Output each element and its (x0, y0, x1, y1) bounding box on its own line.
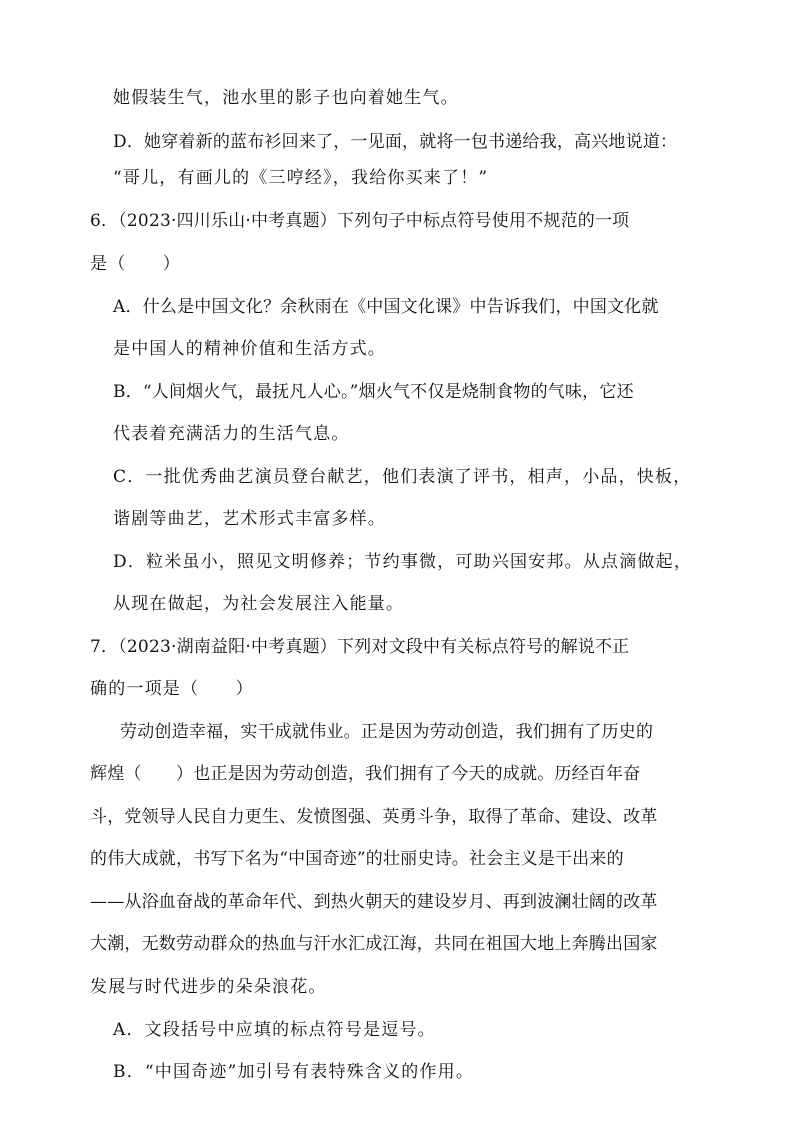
question-6-stem: 6．（2023·四川乐山·中考真题）下列句子中标点符号使用不规范的一项 (90, 211, 630, 231)
passage-line: ——从浴血奋战的革命年代、到热火朝天的建设岁月、再到波澜壮阔的改革 (90, 892, 658, 912)
question-7-stem: 7．（2023·湖南益阳·中考真题）下列对文段中有关标点符号的解说不正 (90, 637, 630, 657)
q6-option-b: B．“人间烟火气，最抚凡人心。”烟火气不仅是烧制食物的气味，它还 (113, 382, 634, 402)
q7-option-a: A．文段括号中应填的标点符号是逗号。 (113, 1020, 436, 1040)
q6-option-a-continuation: 是中国人的精神价值和生活方式。 (113, 339, 386, 359)
q6-option-d-continuation: 从现在做起，为社会发展注入能量。 (113, 594, 405, 614)
q6-option-a: A．什么是中国文化？余秋雨在《中国文化课》中告诉我们，中国文化就 (113, 297, 659, 317)
passage-line: 发展与时代进步的朵朵浪花。 (90, 977, 327, 997)
q6-option-c: C．一批优秀曲艺演员登台献艺，他们表演了评书，相声，小品，快板， (113, 467, 692, 487)
passage-line: 的伟大成就，书写下名为“中国奇迹”的壮丽史诗。社会主义是干出来的 (90, 849, 624, 869)
passage-line: 大潮，无数劳动群众的热血与汗水汇成江海，共同在祖国大地上奔腾出国家 (90, 934, 658, 954)
q6-option-b-continuation: 代表着充满活力的生活气息。 (113, 424, 350, 444)
passage-line: 斗，党领导人民自力更生、发愤图强、英勇斗争，取得了革命、建设、改革 (90, 807, 658, 827)
q6-option-d: D．粒米虽小，照见文明修养；节约事微，可助兴国安邦。从点滴做起， (113, 552, 693, 572)
question-6-stem-continuation: 是（ ） (90, 254, 181, 274)
q5-option-d-continuation: “哥儿，有画儿的《三哼经》，我给你买来了！” (113, 168, 489, 188)
passage-line: 辉煌（ ）也正是因为劳动创造，我们拥有了今天的成就。历经百年奋 (90, 764, 641, 784)
question-7-stem-continuation: 确的一项是（ ） (90, 679, 254, 699)
passage-line: 劳动创造幸福，实干成就伟业。正是因为劳动创造，我们拥有了历史的 (120, 722, 654, 742)
q5-option-d: D．她穿着新的蓝布衫回来了，一见面，就将一包书递给我，高兴地说道： (113, 132, 678, 152)
q7-option-b: B．“中国奇迹”加引号有表特殊含义的作用。 (113, 1062, 475, 1082)
q6-option-c-continuation: 谐剧等曲艺，艺术形式丰富多样。 (113, 509, 386, 529)
option-c-continuation: 她假装生气，池水里的影子也向着她生气。 (113, 88, 459, 108)
